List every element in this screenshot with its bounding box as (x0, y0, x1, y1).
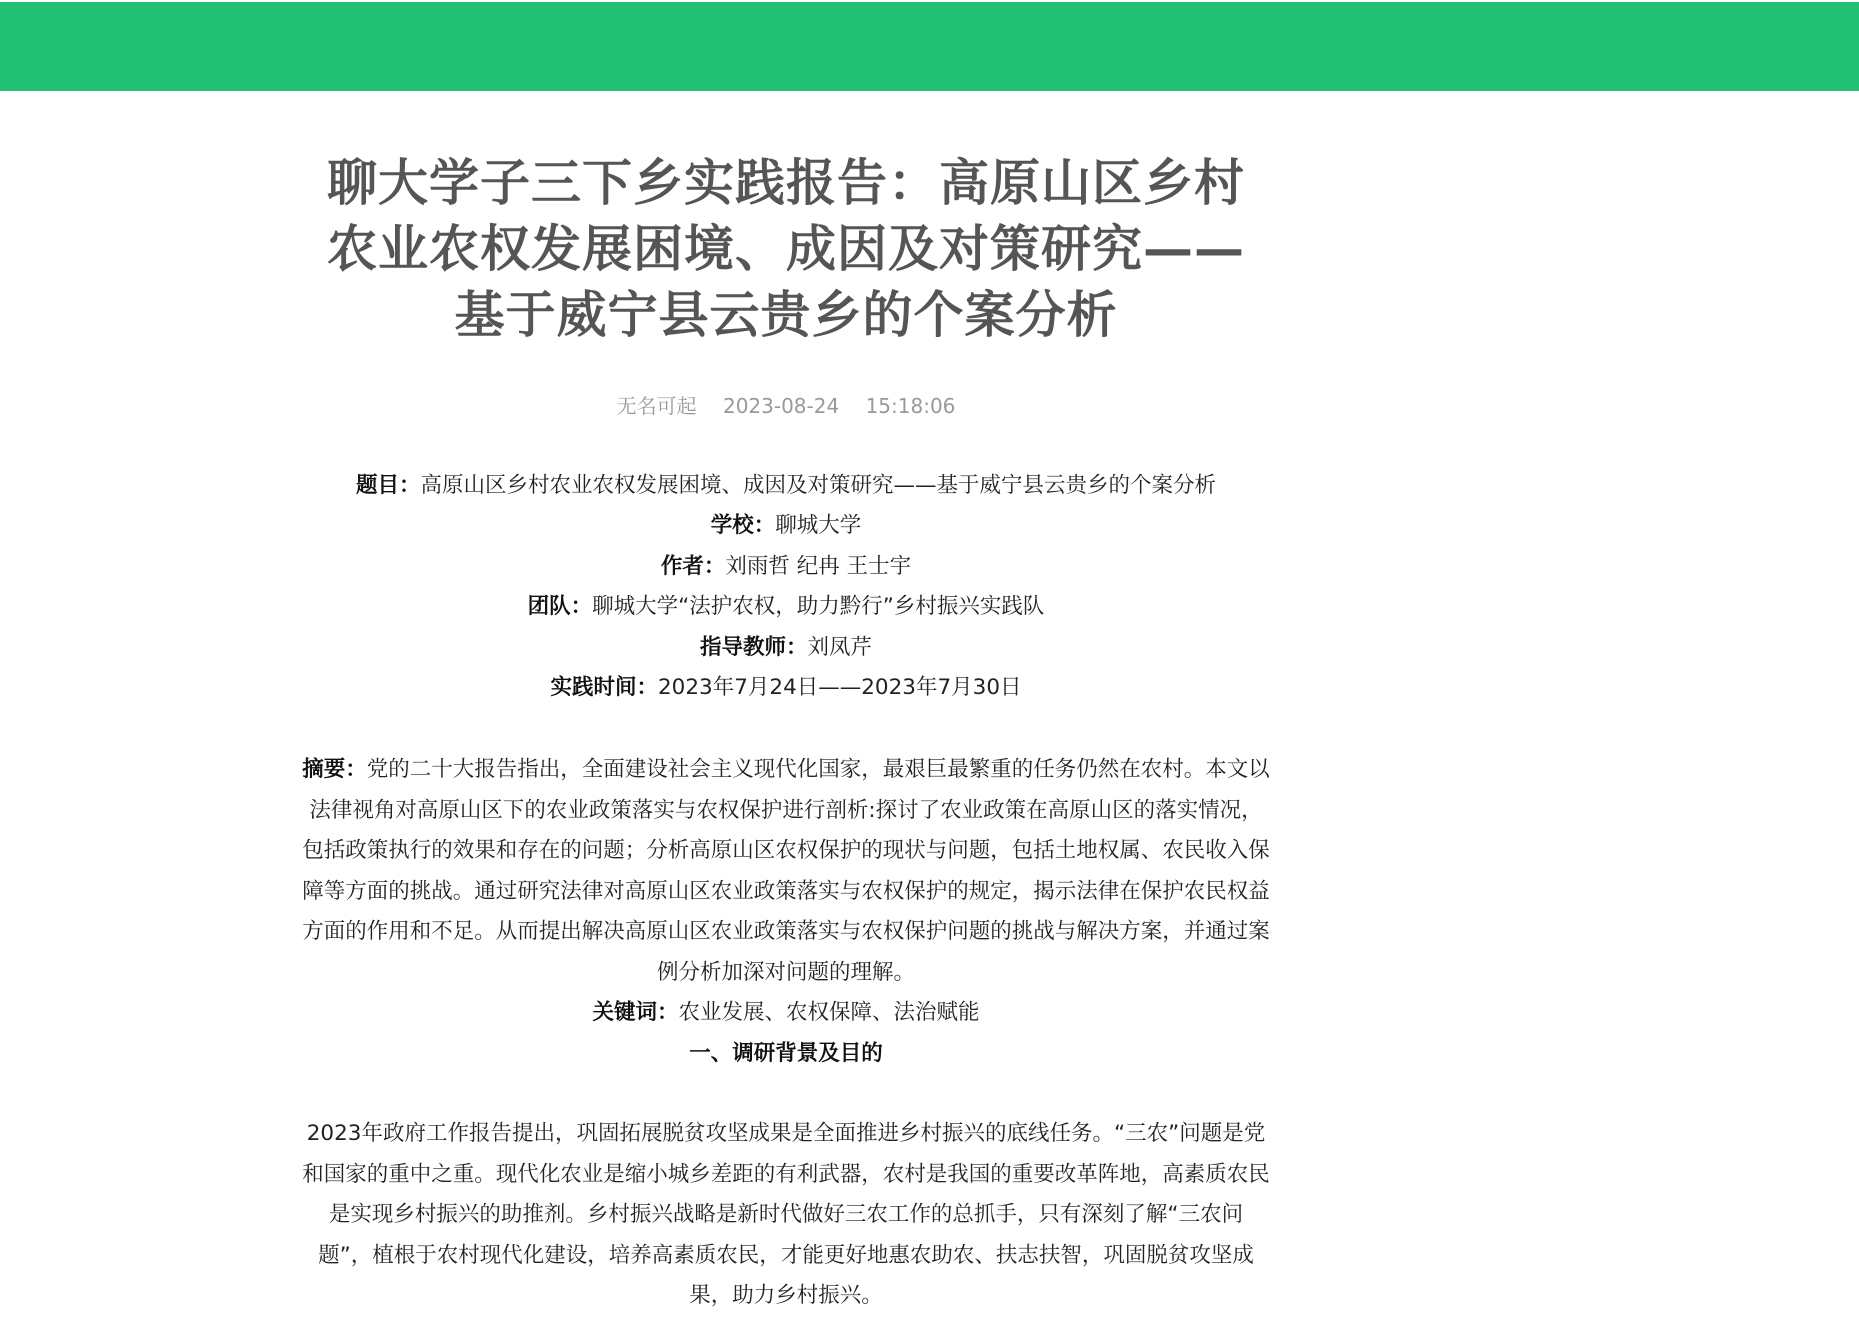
article-meta (302, 392, 1270, 420)
body-paragraph: 2023年政府工作报告提出，巩固拓展脱贫攻坚成果是全面推进乡村振兴的底线任务。“三农”问题是党和国家的重中之重。现代化农业是缩小城乡差距的有利武器，农村是我国的重要改革阵地，高素质农民是实现乡村振兴的助推剂。乡村振兴战略是新时代做好三农工作的总抓手，只有深刻了解“三农问题”，植根于农村现代化建设，培养高素质农民，才能更好地惠农助农、扶志扶智，巩固脱贫攻坚成果，助力乡村振兴。 (302, 1121, 1270, 1308)
abstract-paragraph (302, 750, 1270, 993)
section-heading: 一、调研背景及目的 (689, 1040, 883, 1066)
keywords-value: 农业发展、农权保障、法治赋能 (678, 1000, 980, 1025)
section-body (302, 1114, 1270, 1317)
abstract-text: 党的二十大报告指出，全面建设社会主义现代化国家，最艰巨最繁重的任务仍然在农村。本文以法律视角对高原山区下的农业政策落实与农权保护进行剖析:探讨了农业政策在高原山区的落实情况，包括政策执行的效果和存在的问题；分析高原山区农权保护的现状与问题，包括土地权属、农民收入保障等方面的挑战。通过研究法律对高原山区农业政策落实与农权保护的规定，揭示法律在保护农民权益方面的作用和不足。从而提出解决高原山区农业政策落实与农权保护问题的挑战与解决方案，并通过案例分析加深对问题的理解。 (302, 757, 1270, 985)
info-authors (302, 547, 1270, 587)
info-advisor-label: 指导教师： (699, 634, 808, 660)
info-period-label: 实践时间： (550, 675, 658, 701)
info-topic-label: 题目： (355, 473, 421, 498)
info-school-label: 学校： (710, 513, 776, 539)
article-title: 聊大学子三下乡实践报告：高原山区乡村农业农权发展困境、成因及对策研究——基于威宁县云贵乡的个案分析 (327, 154, 1245, 344)
info-topic-value: 高原山区乡村农业农权发展困境、成因及对策研究——基于威宁县云贵乡的个案分析 (420, 473, 1217, 498)
info-period-value: 2023年7月24日——2023年7月30日 (658, 675, 1022, 701)
info-advisor-value: 刘凤芹 (807, 634, 873, 660)
author-name[interactable]: 无名可起 (616, 394, 697, 418)
abstract-label: 摘要： (302, 757, 367, 782)
info-authors-value: 刘雨哲 纪冉 王士宇 (725, 553, 912, 579)
info-school-value: 聊城大学 (775, 513, 862, 539)
info-team-label: 团队： (527, 594, 593, 620)
keywords-line (302, 993, 1270, 1034)
info-topic (302, 466, 1270, 506)
info-advisor (302, 628, 1270, 668)
abstract-block (302, 750, 1270, 1074)
keywords-label: 关键词： (592, 1000, 679, 1025)
info-authors-label: 作者： (660, 553, 726, 579)
top-header-bar (0, 2, 1859, 91)
publish-time: 15:18:06 (865, 394, 956, 418)
info-period (302, 668, 1270, 708)
info-school (302, 506, 1270, 546)
info-team (302, 587, 1270, 627)
info-team-value: 聊城大学“法护农权，助力黔行”乡村振兴实践队 (592, 594, 1045, 620)
report-info-block (302, 466, 1270, 708)
publish-date: 2023-08-24 (722, 394, 840, 418)
